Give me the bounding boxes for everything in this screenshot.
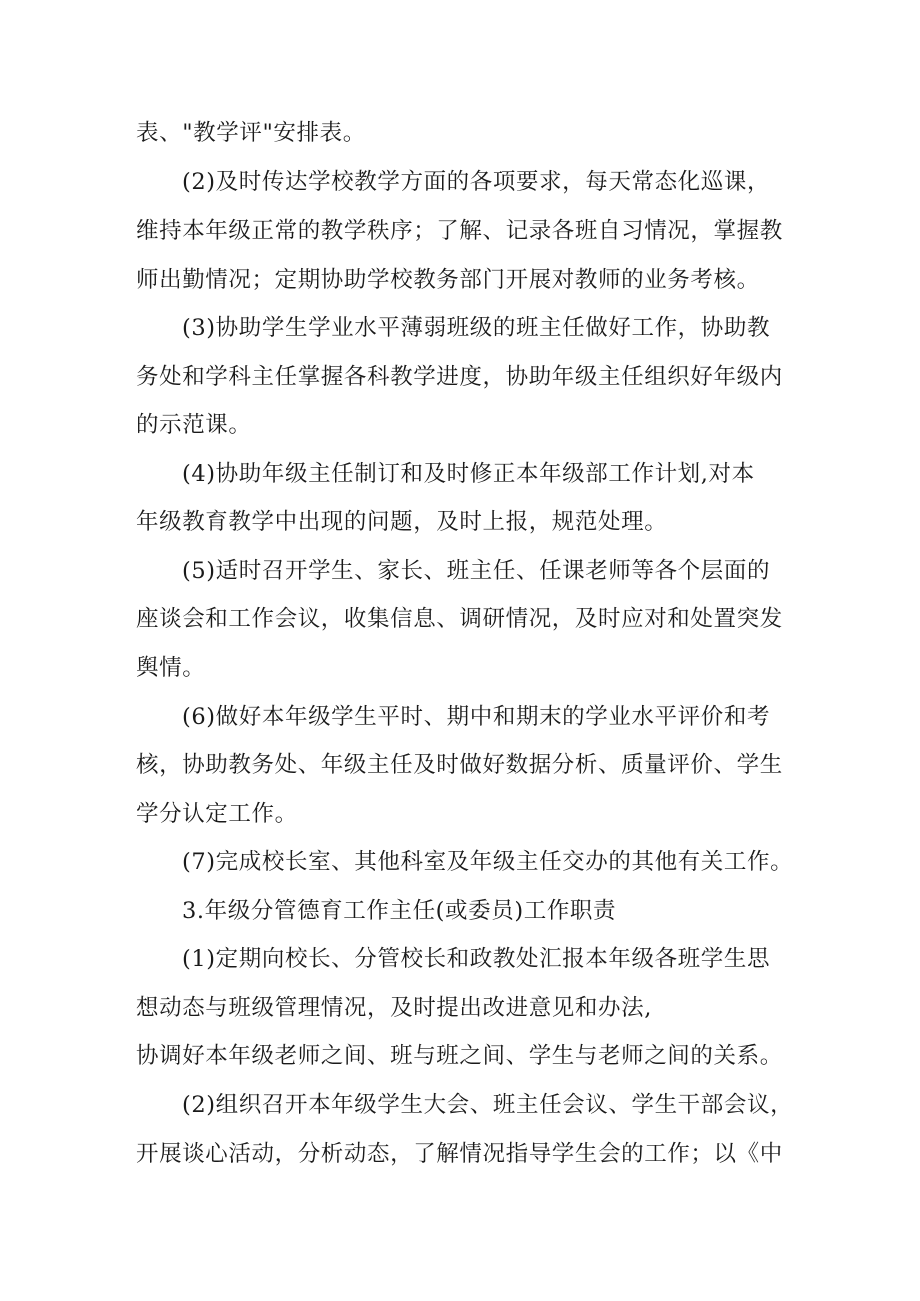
text-line: 学分认定工作。 [136, 801, 298, 827]
text-line: 想动态与班级管理情况，及时提出改进意见和办法, [136, 995, 652, 1021]
text-line: 座谈会和工作会议，收集信息、调研情况，及时应对和处置突发 [136, 606, 783, 632]
text-line: 协调好本年级老师之间、班与班之间、学生与老师之间的关系。 [136, 1043, 783, 1069]
text-line: 舆情。 [136, 655, 206, 681]
text-line: 师出勤情况；定期协助学校教务部门开展对教师的业务考核。 [136, 267, 760, 293]
paragraph-item-1: (1)定期向校长、分管校长和政教处汇报本年级各班学生思 [182, 946, 771, 972]
text-line: 表、"教学评"安排表。 [136, 120, 366, 146]
text-line: 开展谈心活动，分析动态，了解情况指导学生会的工作；以《中 [136, 1141, 783, 1167]
paragraph-item-2: (2)及时传达学校教学方面的各项要求，每天常态化巡课， [182, 169, 771, 195]
paragraph-item-4: (4)协助年级主任制订和及时修正本年级部工作计划,对本 [182, 461, 755, 487]
text-line: 年级教育教学中出现的问题，及时上报，规范处理。 [136, 509, 668, 535]
paragraph-item-7: (7)完成校长室、其他科室及年级主任交办的其他有关工作。 [182, 849, 794, 875]
text-line: 务处和学科主任掌握各科教学进度，协助年级主任组织好年级内 [136, 364, 783, 390]
paragraph-item-6: (6)做好本年级学生平时、期中和期末的学业水平评价和考 [182, 704, 771, 730]
section-heading: 3.年级分管德育工作主任(或委员)工作职责 [182, 898, 617, 924]
text-line: 的示范课。 [136, 412, 252, 438]
paragraph-item-3: (3)协助学生学业水平薄弱班级的班主任做好工作，协助教 [182, 315, 771, 341]
paragraph-item-2b: (2)组织召开本年级学生大会、班主任会议、学生干部会议， [182, 1092, 794, 1118]
paragraph-item-5: (5)适时召开学生、家长、班主任、任课老师等各个层面的 [182, 558, 771, 584]
text-line: 核，协助教务处、年级主任及时做好数据分析、质量评价、学生 [136, 752, 783, 778]
text-line: 维持本年级正常的教学秩序；了解、记录各班自习情况，掌握教 [136, 218, 783, 244]
